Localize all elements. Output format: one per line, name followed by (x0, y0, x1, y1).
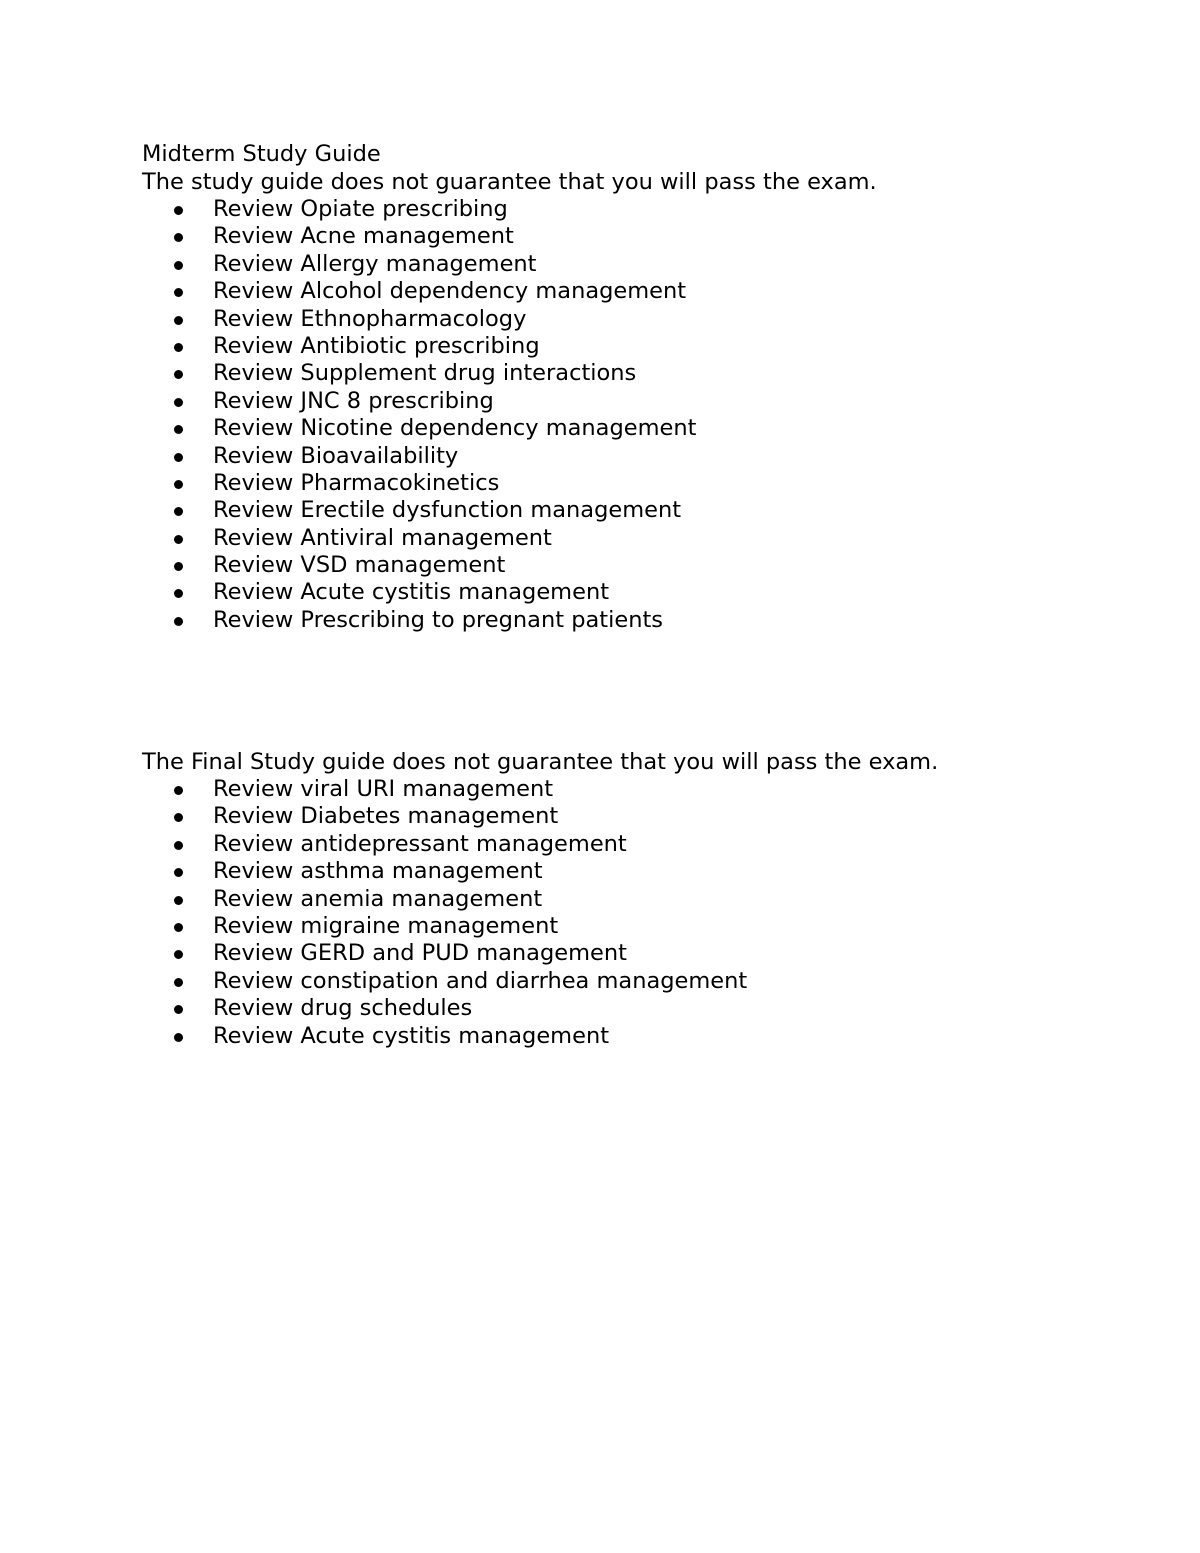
bullet-icon (174, 343, 183, 352)
bullet-icon (174, 896, 183, 905)
bullet-icon (174, 786, 183, 795)
bullet-icon (174, 1033, 183, 1042)
bullet-icon (174, 507, 183, 516)
document-page: Midterm Study Guide The study guide does not guarantee that you will pass the exam. Review Opiate prescribing Review Acne management Review Allergy management Review Alcohol dependency management Review Ethnopharmacology Review Antibiotic prescribing Review Supplement drug interactions Review JNC 8 prescribing Review Nicotine dependency management Review Bioavailability Review Pharmacokinetics Review Erectile dysfunction management Review Antiviral management Review VSD management Review Acute cystitis management Review Prescribing to pregnant patients The Final Study guide does not guarantee that you will pass the exam. Review viral URI management Review Diabetes management Review antidepressant management Review asthma management Review anemia management Review migraine management Review GERD and PUD management Review constipation and diarrhea management Review drug schedules Review Acute cystitis management (0, 0, 1200, 1553)
bullet-icon (174, 316, 183, 325)
bullet-icon (174, 535, 183, 544)
final-disclaimer: The Final Study guide does not guarantee that you will pass the exam. (142, 749, 939, 775)
bullet-icon (174, 480, 183, 489)
bullet-icon (174, 589, 183, 598)
bullet-icon (174, 233, 183, 242)
bullet-icon (174, 1005, 183, 1014)
bullet-icon (174, 206, 183, 215)
bullet-icon (174, 617, 183, 626)
midterm-disclaimer: The study guide does not guarantee that you will pass the exam. (142, 169, 877, 195)
bullet-icon (174, 288, 183, 297)
bullet-icon (174, 398, 183, 407)
midterm-title: Midterm Study Guide (142, 141, 381, 167)
bullet-icon (174, 841, 183, 850)
bullet-icon (174, 978, 183, 987)
bullet-icon (174, 261, 183, 270)
bullet-icon (174, 923, 183, 932)
bullet-icon (174, 370, 183, 379)
bullet-icon (174, 813, 183, 822)
bullet-icon (174, 425, 183, 434)
bullet-icon (174, 868, 183, 877)
bullet-icon (174, 453, 183, 462)
bullet-icon (174, 562, 183, 571)
bullet-icon (174, 950, 183, 959)
